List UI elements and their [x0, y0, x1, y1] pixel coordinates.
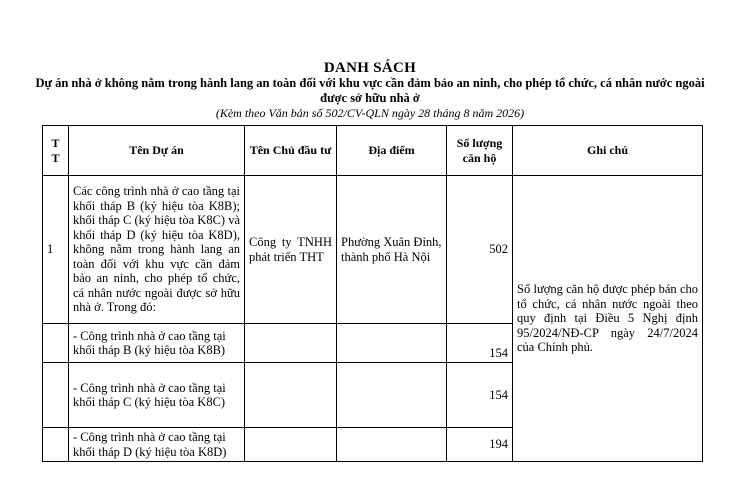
document-subtitle: Dự án nhà ở không nằm trong hành lang an toàn đối với khu vực cần đảm bảo an ninh, cho phép tổ chức, cá nhân nước ngoài được sở hữu nhà ở [35, 76, 705, 105]
row-project-name: - Công trình nhà ở cao tầng tại khối tháp C (ký hiệu tòa K8C) [69, 363, 245, 428]
row-count: 154 [447, 363, 513, 428]
column-header-project: Tên Dự án [69, 126, 245, 176]
column-header-investor: Tên Chủ đầu tư [245, 126, 337, 176]
row-count: 154 [447, 324, 513, 363]
project-table [42, 125, 703, 462]
row-location: Phường Xuân Đỉnh, thành phố Hà Nội [337, 176, 447, 324]
document-reference-note: (Kèm theo Văn bản số 502/CV-QLN ngày 28 tháng 8 năm 2026) [215, 106, 525, 120]
column-header-location: Địa điểm [337, 126, 447, 176]
document-title: DANH SÁCH [323, 60, 417, 76]
row-note: Số lượng căn hộ được phép bán cho tổ chức, cá nhân nước ngoài theo quy định tại Điều 5 Nghị định 95/2024/NĐ-CP ngày 24/7/2024 của Chính phủ. [513, 176, 703, 462]
row-count: 194 [447, 428, 513, 462]
row-project-name: Các công trình nhà ở cao tầng tại khối tháp B (ký hiệu tòa K8B); khối tháp C (ký hiệu tòa K8C) và khối tháp D (ký hiệu tòa K8D), không nằm trong hành lang an toàn đối với khu vực cần đảm bảo an ninh, cho phép tổ chức, cá nhân nước ngoài được sở hữu nhà ở. Trong đó: [69, 176, 245, 324]
column-header-note: Ghi chú [513, 126, 703, 176]
table-row [43, 176, 703, 324]
row-count: 502 [447, 176, 513, 324]
row-stt: 1 [43, 176, 69, 324]
table-header-row [43, 126, 703, 176]
column-header-count: Số lượng căn hộ [447, 126, 513, 176]
row-project-name: - Công trình nhà ở cao tầng tại khối tháp B (ký hiệu tòa K8B) [69, 324, 245, 363]
row-investor: Công ty TNHH phát triển THT [245, 176, 337, 324]
column-header-stt: T T [43, 126, 69, 176]
row-project-name: - Công trình nhà ở cao tầng tại khối tháp D (ký hiệu tòa K8D) [69, 428, 245, 462]
